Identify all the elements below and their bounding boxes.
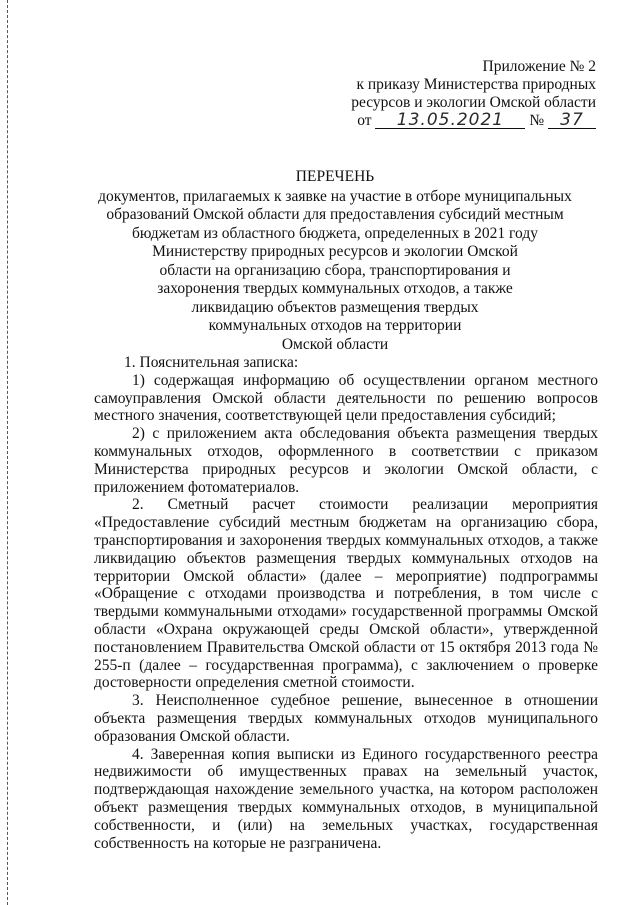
binding-margin-line	[7, 0, 8, 905]
item-1-subitem-1: 1) содержащая информацию об осуществлении органом местного самоуправления Омской области деятельности по решению вопросов местного значения, соответствующей цели предоставления субсидий;	[94, 371, 598, 425]
appendix-ministry: ресурсов и экологии Омской области	[351, 94, 596, 111]
item-2: 2. Сметный расчет стоимости реализации мероприятия «Предоставление субсидий местным бюджетам на организацию сбора, транспортирования и захоронения твердых коммунальных отходов, а также ликвидацию объектов размещения твердых коммунальных отходов на территории Омской области» (далее – мероприятие) подпрограммы «Обращение с отходами производства и потребления, в том числе с твердыми коммунальными отходами» государственной программы Омской области «Охрана окружающей среды Омской области», утвержденной постановлением Правительства Омской области от 15 октября 2013 года № 255-п (далее – государственная программа), с заключением о проверке достоверности определения сметной стоимости.	[94, 496, 598, 692]
title-line: Министерству природных ресурсов и экологии Омской	[152, 243, 518, 260]
item-1-subitem-2: 2) с приложением акта обследования объекта размещения твердых коммунальных отходов, оформленного в соответствии с приказом Министерства природных ресурсов и экологии Омской области, с приложением фотоматериалов.	[94, 425, 598, 496]
title-line: области на организацию сбора, транспортирования и	[159, 261, 511, 279]
appendix-order-ref: к приказу Министерства природных	[356, 76, 596, 93]
item-1-heading: 1. Пояснительная записка:	[124, 354, 299, 371]
title-line: ликвидацию объектов размещения твердых	[191, 298, 479, 316]
appendix-number: Приложение № 2	[482, 58, 596, 75]
title-line: Омской области	[281, 335, 389, 353]
handwritten-date: 13.05.2021	[375, 112, 525, 129]
title-line: документов, прилагаемых к заявке на участие в отборе муниципальных	[98, 187, 572, 205]
title-line: бюджетам из областного бюджета, определенных в 2021 году	[132, 224, 538, 242]
item-3: 3. Неисполненное судебное решение, вынесенное в отношении объекта размещения твердых коммунальных отходов муниципального образования Омской области.	[94, 692, 598, 745]
appendix-date-line	[320, 112, 596, 130]
item-4: 4. Заверенная копия выписки из Единого государственного реестра недвижимости об имущественных правах на земельный участок, подтверждающая нахождение земельного участка, на котором расположен объект размещения твердых коммунальных отходов, в муниципальной собственности, и (или) на земельных участках, государственная собственность на которые не разграничена.	[94, 745, 598, 852]
document-body	[94, 354, 598, 852]
appendix-header	[320, 58, 596, 130]
title-line: захоронения твердых коммунальных отходов, а также	[157, 280, 513, 297]
handwritten-number: 37	[548, 112, 596, 129]
from-label: от	[357, 112, 372, 129]
title-line: коммунальных отходов на территории	[208, 317, 462, 334]
document-title	[90, 168, 580, 354]
title-heading: ПЕРЕЧЕНЬ	[295, 168, 375, 185]
title-line: образований Омской области для предоставления субсидий местным	[106, 206, 564, 223]
number-label: №	[529, 112, 545, 129]
